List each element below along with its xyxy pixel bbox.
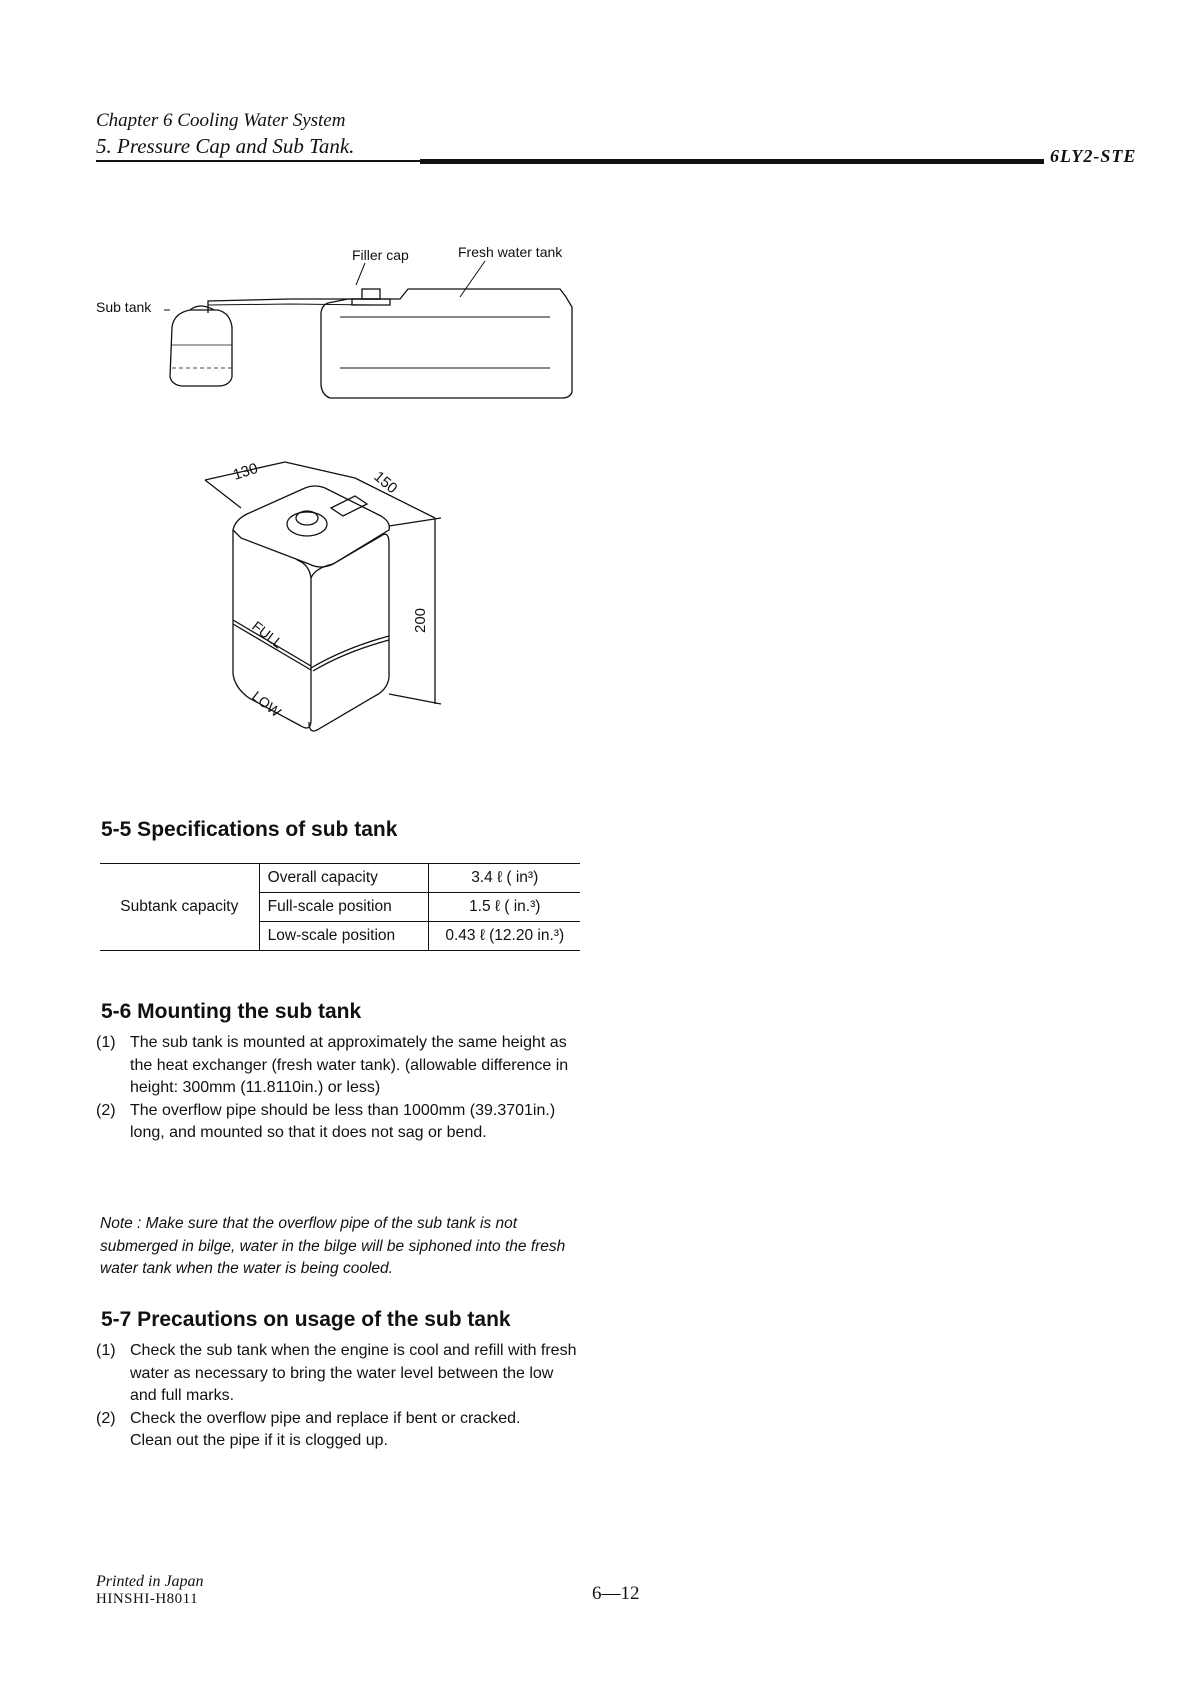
list-item — [96, 1340, 581, 1408]
label-sub-tank: Sub tank — [96, 299, 152, 315]
mounting-heading: 5-6 Mounting the sub tank — [101, 1000, 362, 1023]
document-code: HINSHI-H8011 — [96, 1591, 199, 1607]
spec-value: 1.5 ℓ ( in.³) — [429, 893, 580, 922]
tank-top-face — [233, 486, 389, 567]
header-rule-thick — [420, 159, 1044, 164]
dim-depth: 150 — [370, 468, 401, 498]
spec-table — [100, 863, 580, 951]
item-text: The sub tank is mounted at approximately the same height as the heat exchanger (fresh water tank). (allowable difference in height: 300mm (11.8110in.) or less) — [130, 1034, 569, 1096]
spec-value: 3.4 ℓ ( in³) — [429, 864, 580, 893]
mark-low: LOW — [249, 687, 285, 720]
item-text: Check the overflow pipe and replace if bent or cracked. — [130, 1409, 521, 1427]
label-filler-cap: Filler cap — [352, 247, 409, 263]
dim-width: 130 — [230, 459, 261, 484]
item-text: Check the sub tank when the engine is cool and refill with fresh water as necessary to bring the water level between the low and full marks. — [130, 1342, 577, 1404]
tank-cap — [287, 512, 327, 536]
dim-height: 200 — [412, 607, 429, 633]
filler-cap-shape — [362, 289, 380, 299]
label-fresh-water-tank: Fresh water tank — [458, 244, 563, 260]
item-number: (2) — [96, 1409, 116, 1427]
list-item — [96, 1032, 581, 1100]
model-code: 6LY2-STE — [1050, 146, 1137, 166]
item-text: Clean out the pipe if it is clogged up. — [130, 1432, 388, 1449]
precautions-list — [96, 1340, 581, 1453]
item-text: The overflow pipe should be less than 1000mm (39.3701in.) long, and mounted so that it does not sag or bend. — [130, 1101, 556, 1141]
item-number: (1) — [96, 1342, 116, 1359]
sub-tank-shape — [170, 310, 232, 386]
tank-layout-diagram — [90, 244, 630, 435]
item-number: (2) — [96, 1101, 116, 1119]
mark-full: FULL — [249, 617, 286, 652]
list-item — [96, 1100, 581, 1145]
page-number: 6—12 — [592, 1583, 640, 1604]
connecting-pipe — [208, 299, 380, 313]
printed-in: Printed in Japan — [96, 1573, 204, 1590]
spec-group-label: Subtank capacity — [100, 864, 259, 951]
spec-value: 0.43 ℓ (12.20 in.³) — [429, 922, 580, 951]
list-item — [96, 1408, 581, 1431]
list-item — [96, 1430, 581, 1453]
item-number: (1) — [96, 1034, 116, 1051]
spec-item: Low-scale position — [259, 922, 429, 951]
spec-item: Full-scale position — [259, 893, 429, 922]
mounting-note: Note : Make sure that the overflow pipe of the sub tank is not submerged in bilge, water in the bilge will be siphoned into the fresh water tank when the water is being cooled. — [100, 1215, 566, 1277]
mounting-list — [96, 1032, 581, 1145]
sub-tank-dimension-drawing — [205, 459, 485, 768]
chapter-title: Chapter 6 Cooling Water System — [96, 110, 346, 131]
spec-heading: 5-5 Specifications of sub tank — [101, 818, 398, 841]
spec-item: Overall capacity — [259, 864, 429, 893]
section-title: 5. Pressure Cap and Sub Tank. — [96, 134, 355, 158]
table-row — [100, 864, 580, 893]
precautions-heading: 5-7 Precautions on usage of the sub tank — [101, 1308, 511, 1331]
